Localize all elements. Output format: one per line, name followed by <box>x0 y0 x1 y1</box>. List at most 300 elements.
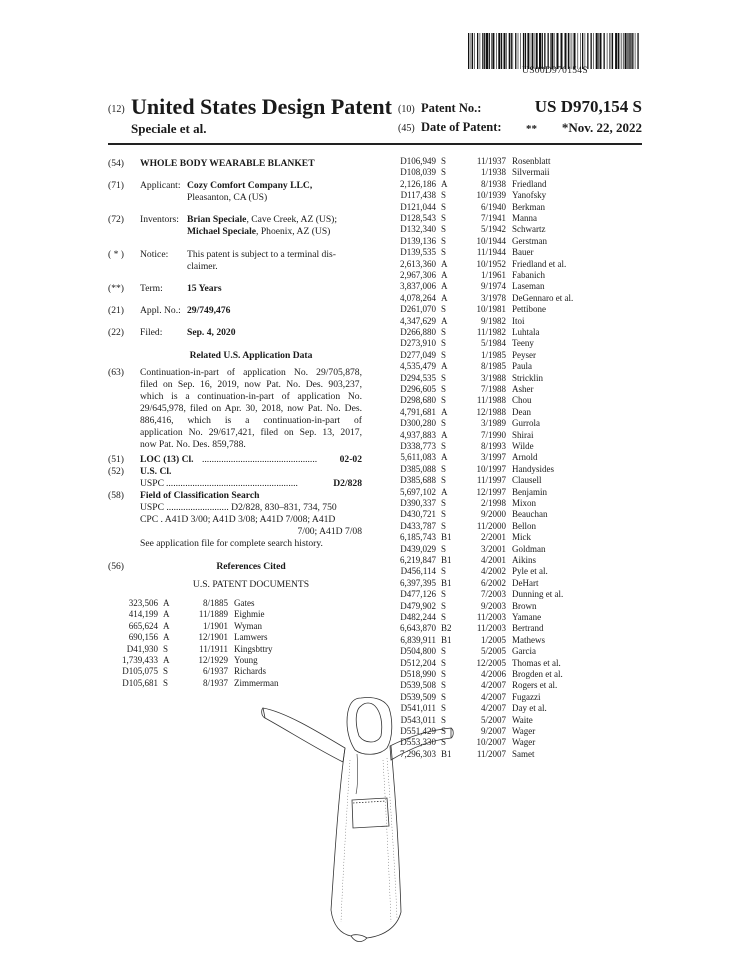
reference-date: 1/1961 <box>480 270 506 280</box>
reference-number: D296,605 <box>400 384 436 394</box>
inventor-1-name: Brian Speciale <box>187 214 247 225</box>
reference-kind: S <box>441 213 447 223</box>
reference-number: D139,136 <box>400 235 436 246</box>
reference-date: 12/1929 <box>198 655 228 665</box>
barcode-bar <box>604 33 605 69</box>
reference-number: D300,280 <box>400 418 436 429</box>
reference-kind: S <box>441 304 447 315</box>
inid-code-21: (21) <box>108 305 124 316</box>
reference-kind: A <box>441 429 448 440</box>
related-application-heading: Related U.S. Application Data <box>189 350 313 361</box>
barcode-bar <box>531 33 532 69</box>
reference-kind: S <box>441 669 447 679</box>
cip-line-0: Continuation-in-part of application No. 29/705,878, <box>140 367 362 378</box>
barcode-bar <box>632 33 633 69</box>
barcode-bar <box>544 33 545 69</box>
reference-inventor: Dean <box>512 406 531 417</box>
reference-inventor: Asher <box>512 384 534 394</box>
barcode-bar <box>548 33 549 69</box>
barcode-bar <box>532 33 533 69</box>
barcode-bar <box>523 33 524 69</box>
reference-inventor: Wyman <box>234 620 262 631</box>
reference-date: 11/1982 <box>476 327 506 337</box>
barcode-bar <box>489 33 490 69</box>
reference-date: 10/1939 <box>476 190 506 201</box>
reference-number: D298,680 <box>400 395 436 406</box>
reference-kind: S <box>441 395 447 406</box>
reference-inventor: Schwartz <box>512 224 546 235</box>
reference-inventor: Fabanich <box>512 270 545 280</box>
barcode-bar <box>585 33 586 69</box>
us-cl-label: U.S. Cl. <box>140 466 172 477</box>
reference-inventor: Benjamin <box>512 486 547 497</box>
reference-kind: S <box>163 643 169 654</box>
barcode-bar <box>600 33 602 69</box>
reference-number: D132,340 <box>400 224 436 235</box>
term-label: Term: <box>140 283 163 294</box>
reference-kind: S <box>441 441 447 451</box>
reference-kind: B1 <box>441 634 452 645</box>
reference-inventor: Wager <box>512 726 536 736</box>
applicant-name: Cozy Comfort Company LLC, <box>187 180 313 191</box>
reference-number: 1,739,433 <box>122 655 158 665</box>
design-drawing <box>255 690 455 960</box>
inventor-1 <box>187 214 337 226</box>
barcode-bar <box>536 33 538 69</box>
reference-number: 323,506 <box>128 598 158 608</box>
reference-date: 8/1985 <box>480 361 506 372</box>
barcode-bar <box>615 33 617 69</box>
us-patent-documents-heading: U.S. PATENT DOCUMENTS <box>192 579 310 590</box>
reference-inventor: Goldman <box>512 543 546 554</box>
barcode-bar <box>471 33 472 69</box>
reference-number: D479,902 <box>400 600 436 611</box>
barcode-bar <box>496 33 497 69</box>
reference-inventor: Friedland et al. <box>512 258 567 269</box>
reference-date: 11/1997 <box>476 475 506 486</box>
barcode-bar <box>622 33 623 69</box>
inventor-short-name: Speciale et al. <box>131 121 207 136</box>
barcode-bar <box>593 33 594 69</box>
reference-inventor: Fugazzi <box>512 691 541 702</box>
reference-number: 4,347,629 <box>400 315 436 326</box>
reference-date: 9/1982 <box>480 315 506 326</box>
inid-code-63: (63) <box>108 367 124 378</box>
reference-date: 1/1985 <box>480 349 506 360</box>
barcode-bar <box>501 33 502 69</box>
barcode-bar <box>539 33 541 69</box>
reference-date: 7/1988 <box>480 384 506 394</box>
reference-inventor: Friedland <box>512 178 547 189</box>
reference-number: 4,937,883 <box>400 429 436 440</box>
reference-inventor: Bauer <box>512 247 534 258</box>
reference-inventor: Rogers et al. <box>512 680 558 691</box>
barcode-bar <box>596 33 598 69</box>
reference-number: D117,438 <box>400 190 436 201</box>
reference-inventor: Shirai <box>512 429 534 440</box>
reference-inventor: Richards <box>234 666 266 677</box>
reference-date: 9/2000 <box>480 509 506 520</box>
reference-inventor: Peyser <box>512 349 536 360</box>
reference-kind: A <box>163 609 170 620</box>
barcode-number: US00D970154S <box>522 66 588 76</box>
cip-line-3: 29/645,978, filed on Apr. 30, 2018, now Pat. No. Des. <box>140 403 362 414</box>
reference-number: D105,075 <box>122 666 158 677</box>
inid-code-52: (52) <box>108 466 124 477</box>
reference-number: D108,039 <box>400 167 436 178</box>
reference-number: D430,721 <box>400 509 436 520</box>
reference-number: D541,011 <box>400 703 436 714</box>
reference-inventor: Beauchan <box>512 509 548 520</box>
patent-title: WHOLE BODY WEARABLE BLANKET <box>140 158 315 169</box>
barcode-bar <box>554 33 555 69</box>
reference-date: 11/1944 <box>476 247 506 258</box>
reference-kind: S <box>441 327 447 337</box>
reference-date: 8/1937 <box>202 677 228 688</box>
reference-kind: S <box>441 612 447 622</box>
reference-date: 5/2005 <box>480 646 506 657</box>
reference-date: 12/2005 <box>476 657 506 668</box>
barcode-bar <box>580 33 581 69</box>
term-value: 15 Years <box>187 283 222 294</box>
reference-kind: S <box>441 691 447 702</box>
reference-number: 6,643,870 <box>400 623 436 634</box>
barcode-bar <box>474 33 475 69</box>
barcode-bar <box>565 33 567 69</box>
reference-kind: A <box>163 632 170 643</box>
reference-inventor: Bellon <box>512 520 536 531</box>
reference-kind: S <box>441 475 447 486</box>
reference-number: 6,839,911 <box>400 634 436 645</box>
search-cpc-line2: 7/00; A41D 7/08 <box>297 526 362 537</box>
reference-inventor: Luhtala <box>512 327 540 337</box>
reference-inventor: Waite <box>512 714 533 725</box>
inid-code-71: (71) <box>108 180 124 191</box>
barcode-bar <box>504 33 506 69</box>
barcode-bar <box>498 33 500 69</box>
reference-kind: A <box>441 292 448 303</box>
barcode-bar <box>506 33 507 69</box>
reference-kind: S <box>441 657 447 668</box>
reference-number: D477,126 <box>400 589 436 600</box>
reference-kind: A <box>441 178 448 189</box>
barcode-bar <box>542 33 543 69</box>
filed-date: Sep. 4, 2020 <box>187 327 236 338</box>
reference-date: 4/2007 <box>480 680 506 691</box>
reference-date: 3/1988 <box>480 372 506 383</box>
barcode-bar <box>630 33 631 69</box>
reference-date: 11/1889 <box>198 609 228 620</box>
reference-number: D504,800 <box>400 646 436 657</box>
barcode-image <box>468 33 642 69</box>
reference-date: 3/1989 <box>480 418 506 429</box>
reference-date: 11/2003 <box>476 623 506 634</box>
reference-kind: S <box>441 737 447 748</box>
reference-kind: S <box>441 566 447 577</box>
reference-date: 12/1988 <box>476 406 506 417</box>
cip-line-2: which is a continuation-in-part of application No. <box>140 391 362 402</box>
reference-inventor: Lamwers <box>234 632 268 643</box>
barcode-bar <box>509 33 510 69</box>
reference-date: 9/1974 <box>480 281 506 292</box>
loc-label: LOC (13) Cl. <box>140 454 194 465</box>
reference-kind: S <box>441 418 447 429</box>
inid-code-45: (45) <box>398 123 415 134</box>
inventors-label: Inventors: <box>140 214 179 225</box>
reference-date: 6/1940 <box>480 201 506 212</box>
reference-kind: S <box>441 543 447 554</box>
reference-inventor: Yanofsky <box>512 190 547 201</box>
reference-number: 3,837,006 <box>400 281 436 292</box>
barcode-bar <box>513 33 514 69</box>
inventor-2-location: , Phoenix, AZ (US) <box>256 226 331 237</box>
barcode-bar <box>527 33 529 69</box>
reference-inventor: Arnold <box>512 452 538 463</box>
reference-date: 12/1997 <box>476 486 506 497</box>
reference-date: 11/2007 <box>476 748 506 759</box>
barcode-bar <box>587 33 588 69</box>
reference-inventor: Day et al. <box>512 703 547 714</box>
reference-date: 3/2001 <box>480 543 506 554</box>
reference-inventor: Aikins <box>512 555 537 565</box>
barcode-bar <box>492 33 494 69</box>
reference-date: 10/2007 <box>476 737 506 748</box>
notice-text-line2: claimer. <box>187 261 218 272</box>
reference-number: D277,049 <box>400 349 436 360</box>
reference-inventor: Gerstman <box>512 235 547 246</box>
reference-inventor: Dunning et al. <box>512 589 564 600</box>
reference-date: 8/1938 <box>480 178 506 189</box>
reference-kind: A <box>441 406 448 417</box>
barcode-bar <box>511 33 512 69</box>
barcode-bar <box>635 33 636 69</box>
barcode-bar <box>482 33 483 69</box>
reference-inventor: Mixon <box>512 498 537 508</box>
filed-label: Filed: <box>140 327 163 338</box>
barcode-bar <box>491 33 492 69</box>
reference-inventor: Samet <box>512 748 535 759</box>
reference-inventor: Chou <box>512 395 532 406</box>
reference-kind: A <box>441 486 448 497</box>
reference-kind: S <box>441 646 447 657</box>
reference-kind: S <box>441 589 447 600</box>
reference-number: 6,185,743 <box>400 532 436 543</box>
inventor-2-name: Michael Speciale <box>187 226 257 237</box>
reference-date: 10/1997 <box>476 463 506 474</box>
reference-number: D41,930 <box>126 643 158 654</box>
reference-inventor: Brogden et al. <box>512 669 563 679</box>
reference-date: 4/2006 <box>480 669 506 679</box>
reference-date: 5/1942 <box>480 224 506 235</box>
reference-date: 7/1990 <box>480 429 506 440</box>
barcode-bar <box>582 33 583 69</box>
reference-inventor: Gates <box>234 598 255 608</box>
reference-inventor: Mick <box>512 532 531 543</box>
barcode-bar <box>574 33 576 69</box>
document-type-title: United States Design Patent <box>131 94 392 119</box>
barcode-bar <box>618 33 619 69</box>
reference-number: 4,791,681 <box>400 406 436 417</box>
reference-inventor: Bertrand <box>512 623 544 634</box>
inid-code-notice: ( * ) <box>108 249 124 260</box>
reference-kind: S <box>441 384 447 394</box>
reference-inventor: Brown <box>512 600 537 611</box>
reference-inventor: Thomas et al. <box>512 657 561 668</box>
reference-inventor: Itoi <box>512 315 525 326</box>
reference-kind: S <box>441 703 447 714</box>
inid-code-72: (72) <box>108 214 124 225</box>
reference-number: 690,156 <box>128 632 158 643</box>
reference-number: D553,330 <box>400 737 436 748</box>
reference-number: D128,543 <box>400 213 436 223</box>
reference-date: 6/2002 <box>480 577 506 588</box>
reference-inventor: DeHart <box>512 577 539 588</box>
reference-number: D482,244 <box>400 612 436 622</box>
reference-number: D512,204 <box>400 657 436 668</box>
reference-kind: S <box>441 349 447 360</box>
reference-date: 3/1997 <box>480 452 506 463</box>
barcode-bar <box>609 33 610 69</box>
inid-code-12: (12) <box>108 104 125 115</box>
reference-number: D294,535 <box>400 372 436 383</box>
reference-inventor: Laseman <box>512 281 545 292</box>
reference-inventor: Paula <box>512 361 532 372</box>
barcode-bar <box>611 33 612 69</box>
reference-number: D139,535 <box>400 247 436 258</box>
reference-kind: S <box>441 201 447 212</box>
reference-kind: S <box>441 680 447 691</box>
reference-date: 11/2003 <box>476 612 506 622</box>
barcode-bar <box>468 33 469 69</box>
reference-number: D385,088 <box>400 463 436 474</box>
reference-date: 4/2007 <box>480 703 506 714</box>
date-of-patent: *Nov. 22, 2022 <box>561 120 642 135</box>
reference-inventor: Berkman <box>512 201 545 212</box>
reference-number: 665,624 <box>128 620 158 631</box>
reference-date: 10/1952 <box>476 258 506 269</box>
barcode-bar <box>515 33 516 69</box>
reference-number: D433,787 <box>400 520 436 531</box>
reference-number: D106,949 <box>400 156 436 166</box>
reference-kind: S <box>441 714 447 725</box>
reference-kind: A <box>441 258 448 269</box>
reference-date: 4/2007 <box>480 691 506 702</box>
reference-date: 5/1984 <box>480 338 506 349</box>
reference-inventor: Yamane <box>512 612 542 622</box>
reference-number: D266,880 <box>400 327 436 337</box>
reference-kind: A <box>441 315 448 326</box>
reference-kind: S <box>163 677 169 688</box>
barcode-bar <box>568 33 569 69</box>
reference-kind: A <box>441 361 448 372</box>
reference-date: 1/1901 <box>202 620 228 631</box>
reference-kind: S <box>441 509 447 520</box>
reference-date: 1/1938 <box>480 167 506 178</box>
barcode-bar <box>620 33 621 69</box>
reference-inventor: Mathews <box>512 634 545 645</box>
patent-number-label: Patent No.: <box>421 101 482 115</box>
barcode-bar <box>525 33 526 69</box>
reference-inventor: Zimmerman <box>234 677 279 688</box>
reference-kind: A <box>441 281 448 292</box>
reference-number: D456,114 <box>400 566 436 577</box>
reference-number: D390,337 <box>400 498 436 508</box>
reference-kind: B2 <box>441 623 452 634</box>
cip-line-5: application No. 29/617,421, filed on Sep. 13, 2017, <box>140 427 362 438</box>
reference-date: 11/1911 <box>199 643 228 654</box>
reference-kind: S <box>441 156 447 166</box>
barcode-bar <box>598 33 599 69</box>
search-history-note: See application file for complete search history. <box>140 538 323 549</box>
barcode-bar <box>484 33 485 69</box>
reference-kind: A <box>441 270 448 280</box>
reference-date: 11/2000 <box>476 520 506 531</box>
reference-kind: S <box>441 338 447 349</box>
reference-kind: S <box>441 190 447 201</box>
reference-date: 9/2003 <box>480 600 506 611</box>
reference-number: 4,078,264 <box>400 292 436 303</box>
reference-date: 2/2001 <box>480 532 506 543</box>
barcode-bar <box>570 33 571 69</box>
inid-code-term: (**) <box>108 283 124 294</box>
reference-date: 10/1981 <box>476 304 506 315</box>
search-field-label: Field of Classification Search <box>140 490 260 501</box>
patent-number: US D970,154 S <box>534 97 642 116</box>
barcode-bar <box>637 33 638 69</box>
barcode-bar <box>612 33 613 69</box>
reference-number: 6,219,847 <box>400 555 436 565</box>
barcode-bar <box>480 33 481 69</box>
reference-date: 3/1978 <box>480 292 506 303</box>
reference-number: 5,611,083 <box>400 452 436 463</box>
reference-date: 12/1901 <box>198 632 228 643</box>
inventor-2 <box>187 226 330 238</box>
uspc-classification: D2/828 <box>333 478 362 489</box>
barcode-bar <box>534 33 535 69</box>
reference-inventor: Handysides <box>512 463 554 474</box>
barcode-bar <box>557 33 559 69</box>
reference-kind: A <box>163 620 170 631</box>
reference-kind: S <box>441 235 447 246</box>
reference-kind: S <box>441 498 447 508</box>
reference-kind: S <box>441 726 447 736</box>
barcode-bar <box>551 33 553 69</box>
reference-kind: S <box>441 520 447 531</box>
barcode-bar <box>520 33 521 69</box>
applicant-label: Applicant: <box>140 180 181 191</box>
reference-number: D539,508 <box>400 680 436 691</box>
reference-kind: A <box>163 598 170 608</box>
reference-number: D385,688 <box>400 475 436 486</box>
reference-inventor: Rosenblatt <box>512 156 551 166</box>
barcode-bar <box>591 33 592 69</box>
barcode-bar <box>518 33 519 69</box>
loc-classification: 02-02 <box>339 454 362 465</box>
reference-number: 7,296,303 <box>400 748 436 759</box>
reference-number: D261,070 <box>400 304 436 315</box>
reference-inventor: Young <box>234 655 258 665</box>
reference-number: D338,773 <box>400 441 436 451</box>
date-mark: ** <box>526 123 537 135</box>
reference-kind: S <box>441 600 447 611</box>
reference-inventor: Silvermaii <box>512 167 550 178</box>
reference-number: 2,967,306 <box>400 270 436 280</box>
inid-code-51: (51) <box>108 454 124 465</box>
reference-date: 11/1937 <box>476 156 506 166</box>
reference-kind: B1 <box>441 555 452 565</box>
reference-kind: A <box>163 655 170 665</box>
reference-date: 9/2007 <box>480 726 506 736</box>
